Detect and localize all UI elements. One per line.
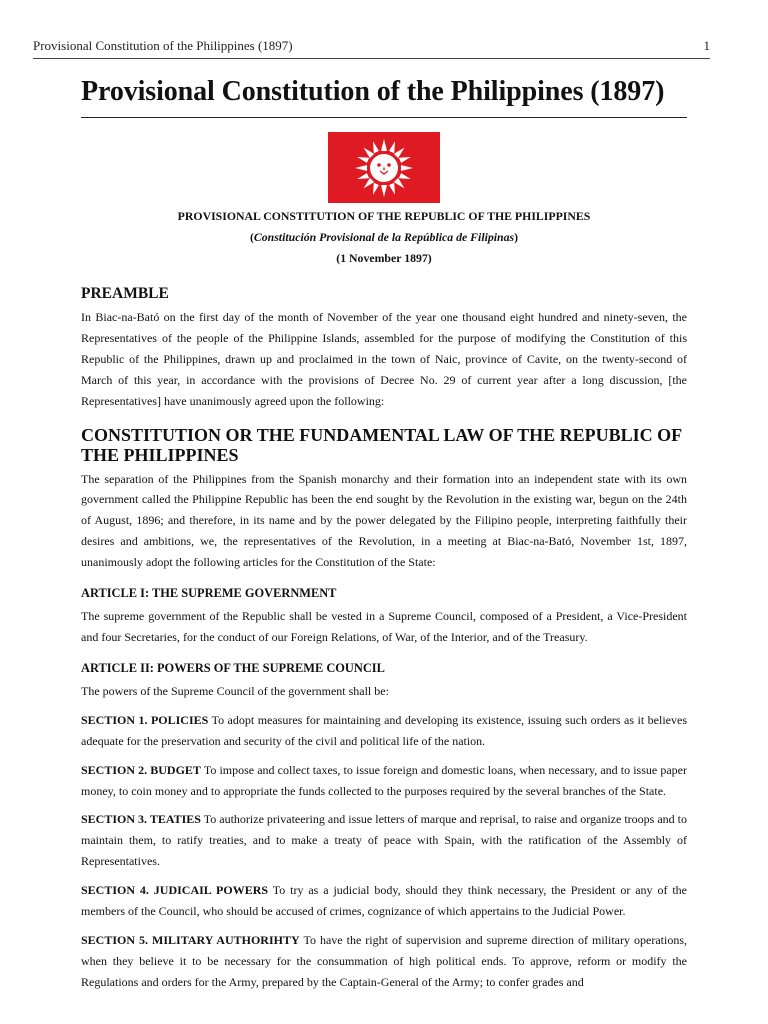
section-2-text: To impose and collect taxes, to issue foreign and domestic loans, when necessary, and to issue paper money, to coin money and to appropriate the funds collected to the purposes required by the several branches of the State.	[81, 762, 687, 798]
running-title: Provisional Constitution of the Philippines (1897)	[33, 38, 293, 53]
heading-line-1: PROVISIONAL CONSTITUTION OF THE REPUBLIC OF THE PHILIPPINES	[177, 209, 591, 223]
section-1-paragraph	[81, 710, 687, 752]
flag-container	[81, 132, 687, 203]
header-divider	[33, 58, 710, 59]
section-1-text: To adopt measures for maintaining and developing its existence, issuing such orders as it believes adequate for the preservation and security of the civil and political life of the nation.	[81, 712, 687, 748]
section-5-text: To have the right of supervision and supreme direction of military operations, when they believe it to be necessary for the consummation of high political ends. To approve, reform or modify the Regulations and orders for the Army, prepared by the Captain-General of the Army; to confer grades and	[81, 932, 687, 989]
section-4-paragraph	[81, 880, 687, 922]
article-1-heading: ARTICLE I: THE SUPREME GOVERNMENT	[81, 586, 337, 601]
heading-line-2: (Constitución Provisional de la República de Filipinas)	[249, 230, 519, 244]
heading-date: (1 November 1897)	[336, 251, 432, 265]
section-2-label: SECTION 2. BUDGET	[81, 762, 201, 777]
flag-image	[328, 132, 440, 203]
constitution-heading: CONSTITUTION OR THE FUNDAMENTAL LAW OF THE REPUBLIC OF THE PHILIPPINES	[81, 424, 682, 466]
preamble-heading: PREAMBLE	[81, 285, 169, 302]
article-2-heading: ARTICLE II: POWERS OF THE SUPREME COUNCIL	[81, 660, 385, 675]
section-1-label: SECTION 1. POLICIES	[81, 712, 209, 727]
section-3-text: To authorize privateering and issue letters of marque and reprisal, to raise and organize troops and to maintain them, to ratify treaties, and to make a treaty of peace with Spain, with the ratification of the Assembly of Representatives.	[81, 812, 688, 869]
section-2-paragraph	[81, 760, 687, 802]
sun-emblem-icon	[354, 138, 414, 198]
document-body	[81, 76, 687, 1001]
article-2-intro: The powers of the Supreme Council of the government shall be:	[81, 683, 389, 698]
constitution-intro-paragraph: The separation of the Philippines from the Spanish monarchy and their formation into an independent state with its own government called the Philippine Republic has been the end sought by the Revolution in the existing war, begun on the 24th of August, 1896; and therefore, in its name and by the power delegated by the Filipino people, interpreting faithfully their desires and ambitions, we, the representatives of the Revolution, in a meeting at Biac-na-Bató, November 1st, 1897, unanimously adopt the following articles for the Constitution of the State:	[81, 471, 687, 570]
section-5-paragraph	[81, 930, 687, 993]
section-4-text: To try as a judicial body, should they think necessary, the President or any of the members of the Council, who should be accused of crimes, cognizance of which appertains to the Judicial Power.	[81, 883, 687, 919]
spanish-title: Constitución Provisional de la República de Filipinas	[253, 230, 515, 244]
preamble-paragraph: In Biac-na-Bató on the first day of the month of November of the year one thousand eight hundred and ninety-seven, the Representatives of the people of the Philippine Islands, assembled for the purpose of modifying the Constitution of this Republic of the Philippines, drawn up and proclaimed in the town of Naic, province of Cavite, on the twenty-second of March of this year, in accordance with the provisions of Decree No. 29 of current year after a long discussion, [the Representatives] have unanimously agreed upon the following:	[81, 310, 687, 408]
document-title: Provisional Constitution of the Philippines (1897)	[81, 76, 687, 118]
section-4-label: SECTION 4. JUDICAIL POWERS	[81, 883, 269, 898]
page-number: 1	[703, 38, 710, 53]
section-3-paragraph	[81, 809, 687, 872]
section-5-label: SECTION 5. MILITARY AUTHORIHTY	[81, 932, 300, 947]
running-header	[33, 38, 710, 54]
section-3-label: SECTION 3. TEATIES	[81, 812, 201, 827]
article-1-paragraph: The supreme government of the Republic shall be vested in a Supreme Council, composed of a President, a Vice-President and four Secretaries, for the conduct of our Foreign Relations, of War, of the Interior, and of the Treasury.	[81, 609, 687, 644]
constitution-heading-block	[81, 206, 687, 269]
